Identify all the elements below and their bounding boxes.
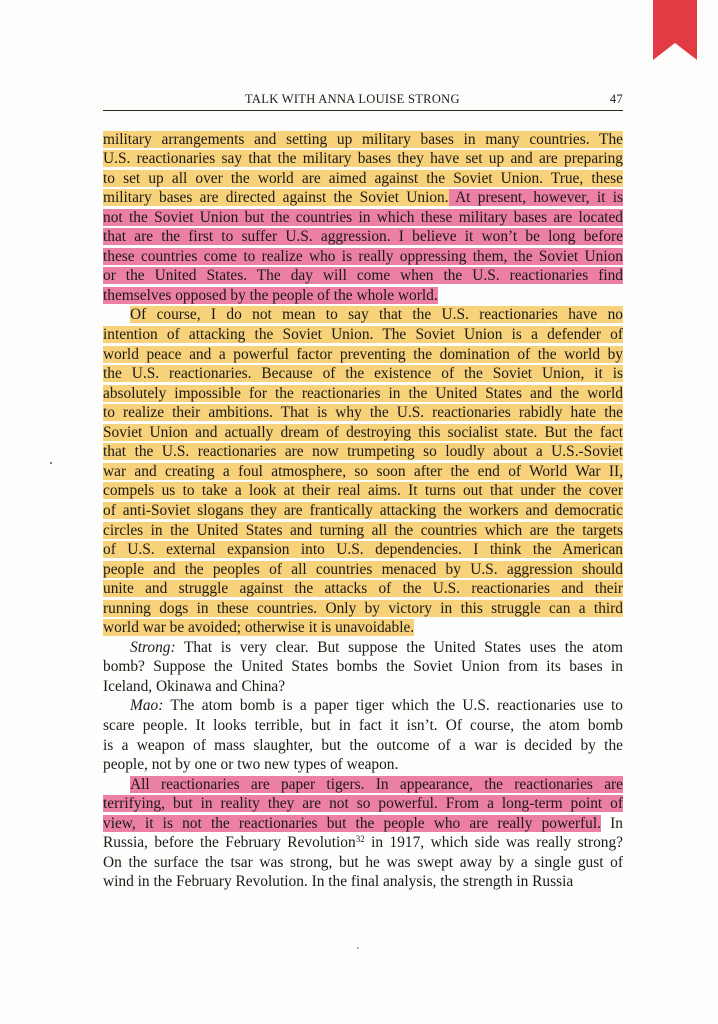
text-line xyxy=(103,794,623,814)
text-line xyxy=(103,736,623,756)
text-line xyxy=(103,423,623,443)
text-line xyxy=(103,521,623,541)
text-run: of anti-Soviet slogans they are frantically attacking the workers and democratic xyxy=(103,501,623,519)
text-run: people and the peoples of all countries menaced by U.S. aggression should xyxy=(103,560,623,578)
text-run: themselves opposed by the people of the whole world. xyxy=(103,286,438,304)
text-run: is a weapon of mass slaughter, but the outcome of a war is decided by the xyxy=(103,736,623,754)
text-line xyxy=(103,325,623,345)
text-line xyxy=(103,716,623,736)
text-line xyxy=(103,286,623,306)
text-run: In xyxy=(601,814,623,832)
text-run: Of course, I do not mean to say that the U.S. reactionaries have no xyxy=(130,306,623,324)
text-run: compels us to take a look at their real aims. It turns out that under the cover xyxy=(103,482,623,500)
page-header xyxy=(103,92,623,108)
text-line xyxy=(103,638,623,658)
text-run: in 1917, which side was really strong? xyxy=(364,834,623,852)
text-run: to realize their ambitions. That is why the U.S. reactionaries rabidly hate the xyxy=(103,404,623,422)
text-run: The atom bomb is a paper tiger which the U.S. reactionaries use to xyxy=(163,697,623,715)
text-line xyxy=(103,618,623,638)
speaker-label: Mao: xyxy=(130,697,164,715)
text-run: circles in the United States and turning all the countries which are the targets xyxy=(103,521,623,539)
text-run: world war be avoided; otherwise it is unavoidable. xyxy=(103,619,415,637)
text-run: view, it is not the reactionaries but the people who are really powerful. xyxy=(103,814,601,832)
text-run: absolutely impossible for the reactionaries in the United States and the world xyxy=(103,384,623,402)
text-line xyxy=(103,579,623,599)
text-run: U.S. reactionaries say that the military bases they have set up and are preparing xyxy=(103,150,623,168)
text-line xyxy=(103,872,623,892)
text-run: terrifying, but in reality they are not so powerful. From a long-term point of xyxy=(103,795,623,813)
text-line xyxy=(103,208,623,228)
text-run: the U.S. reactionaries. Because of the existence of the Soviet Union, it is xyxy=(103,365,623,383)
text-run: All reactionaries are paper tigers. In appearance, the reactionaries are xyxy=(130,775,623,793)
text-run: running dogs in these countries. Only by victory in this struggle can a third xyxy=(103,599,623,617)
text-run: war and creating a foul atmosphere, so soon after the end of World War II, xyxy=(103,462,623,480)
text-line xyxy=(103,462,623,482)
text-run: military arrangements and setting up military bases in many countries. The xyxy=(103,130,623,148)
text-run: scare people. It looks terrible, but in fact it isn’t. Of course, the atom bomb xyxy=(103,717,623,734)
text-run: Iceland, Okinawa and China? xyxy=(103,677,286,695)
text-line xyxy=(103,560,623,580)
text-line xyxy=(103,149,623,169)
text-run: At present, however, it is xyxy=(448,189,623,207)
text-run: people, not by one or two new types of weapon. xyxy=(103,756,399,774)
text-line xyxy=(103,853,623,873)
text-line xyxy=(103,481,623,501)
text-run: bomb? Suppose the United States bombs the Soviet Union from its bases in xyxy=(103,658,623,676)
text-run: of U.S. external expansion into U.S. dependencies. I think the American xyxy=(103,541,623,559)
text-line xyxy=(103,305,623,325)
text-line xyxy=(103,345,623,365)
text-run: not the Soviet Union but the countries in which these military bases are located xyxy=(103,208,623,226)
text-run: Russia, before the February Revolution xyxy=(103,834,356,852)
text-line xyxy=(103,599,623,619)
text-line xyxy=(103,227,623,247)
text-run: to set up all over the world are aimed against the Soviet Union. True, these xyxy=(103,169,623,187)
header-rule xyxy=(103,110,623,111)
text-run: That is very clear. But suppose the United States uses the atom xyxy=(175,638,623,656)
page-speck xyxy=(357,947,359,949)
text-line xyxy=(103,188,623,208)
text-line xyxy=(103,677,623,697)
text-line xyxy=(103,814,623,834)
text-run: military bases are directed against the Soviet Union. xyxy=(103,189,449,207)
text-run: that are the first to suffer U.S. aggression. I believe it won’t be long before xyxy=(103,228,623,246)
text-line xyxy=(103,501,623,521)
text-line xyxy=(103,364,623,384)
running-title: TALK WITH ANNA LOUISE STRONG xyxy=(245,92,460,106)
text-line xyxy=(103,696,623,716)
text-run: wind in the February Revolution. In the final analysis, the strength in Russia xyxy=(103,873,574,891)
text-line xyxy=(103,384,623,404)
text-line xyxy=(103,266,623,286)
text-line xyxy=(103,833,623,853)
text-run: that the U.S. reactionaries are now trumpeting so loudly about a U.S.-Soviet xyxy=(103,443,623,461)
page-number: 47 xyxy=(609,92,623,106)
text-line xyxy=(103,755,623,775)
bookmark-icon[interactable] xyxy=(653,0,697,60)
text-run: or the United States. The day will come when the U.S. reactionaries find xyxy=(103,267,623,285)
text-run: these countries come to realize who is really oppressing them, the Soviet Union xyxy=(103,247,623,265)
text-run: intention of attacking the Soviet Union. The Soviet Union is a defender of xyxy=(103,326,623,343)
text-run: On the surface the tsar was strong, but he was swept away by a single gust of xyxy=(103,853,623,871)
text-line xyxy=(103,657,623,677)
text-run: world peace and a powerful factor preventing the domination of the world by xyxy=(103,345,623,363)
speaker-label: Strong: xyxy=(130,638,176,656)
text-line xyxy=(103,775,623,795)
text-line xyxy=(103,442,623,462)
text-line xyxy=(103,247,623,267)
text-run: unite and struggle against the attacks of the U.S. reactionaries and their xyxy=(103,580,623,598)
text-line xyxy=(103,540,623,560)
text-line xyxy=(103,403,623,423)
text-line xyxy=(103,169,623,189)
text-line xyxy=(103,130,623,150)
footnote-ref: 32 xyxy=(355,834,365,845)
text-run: Soviet Union and actually dream of destroying this socialist state. But the fact xyxy=(103,423,623,441)
margin-mark xyxy=(50,462,52,464)
